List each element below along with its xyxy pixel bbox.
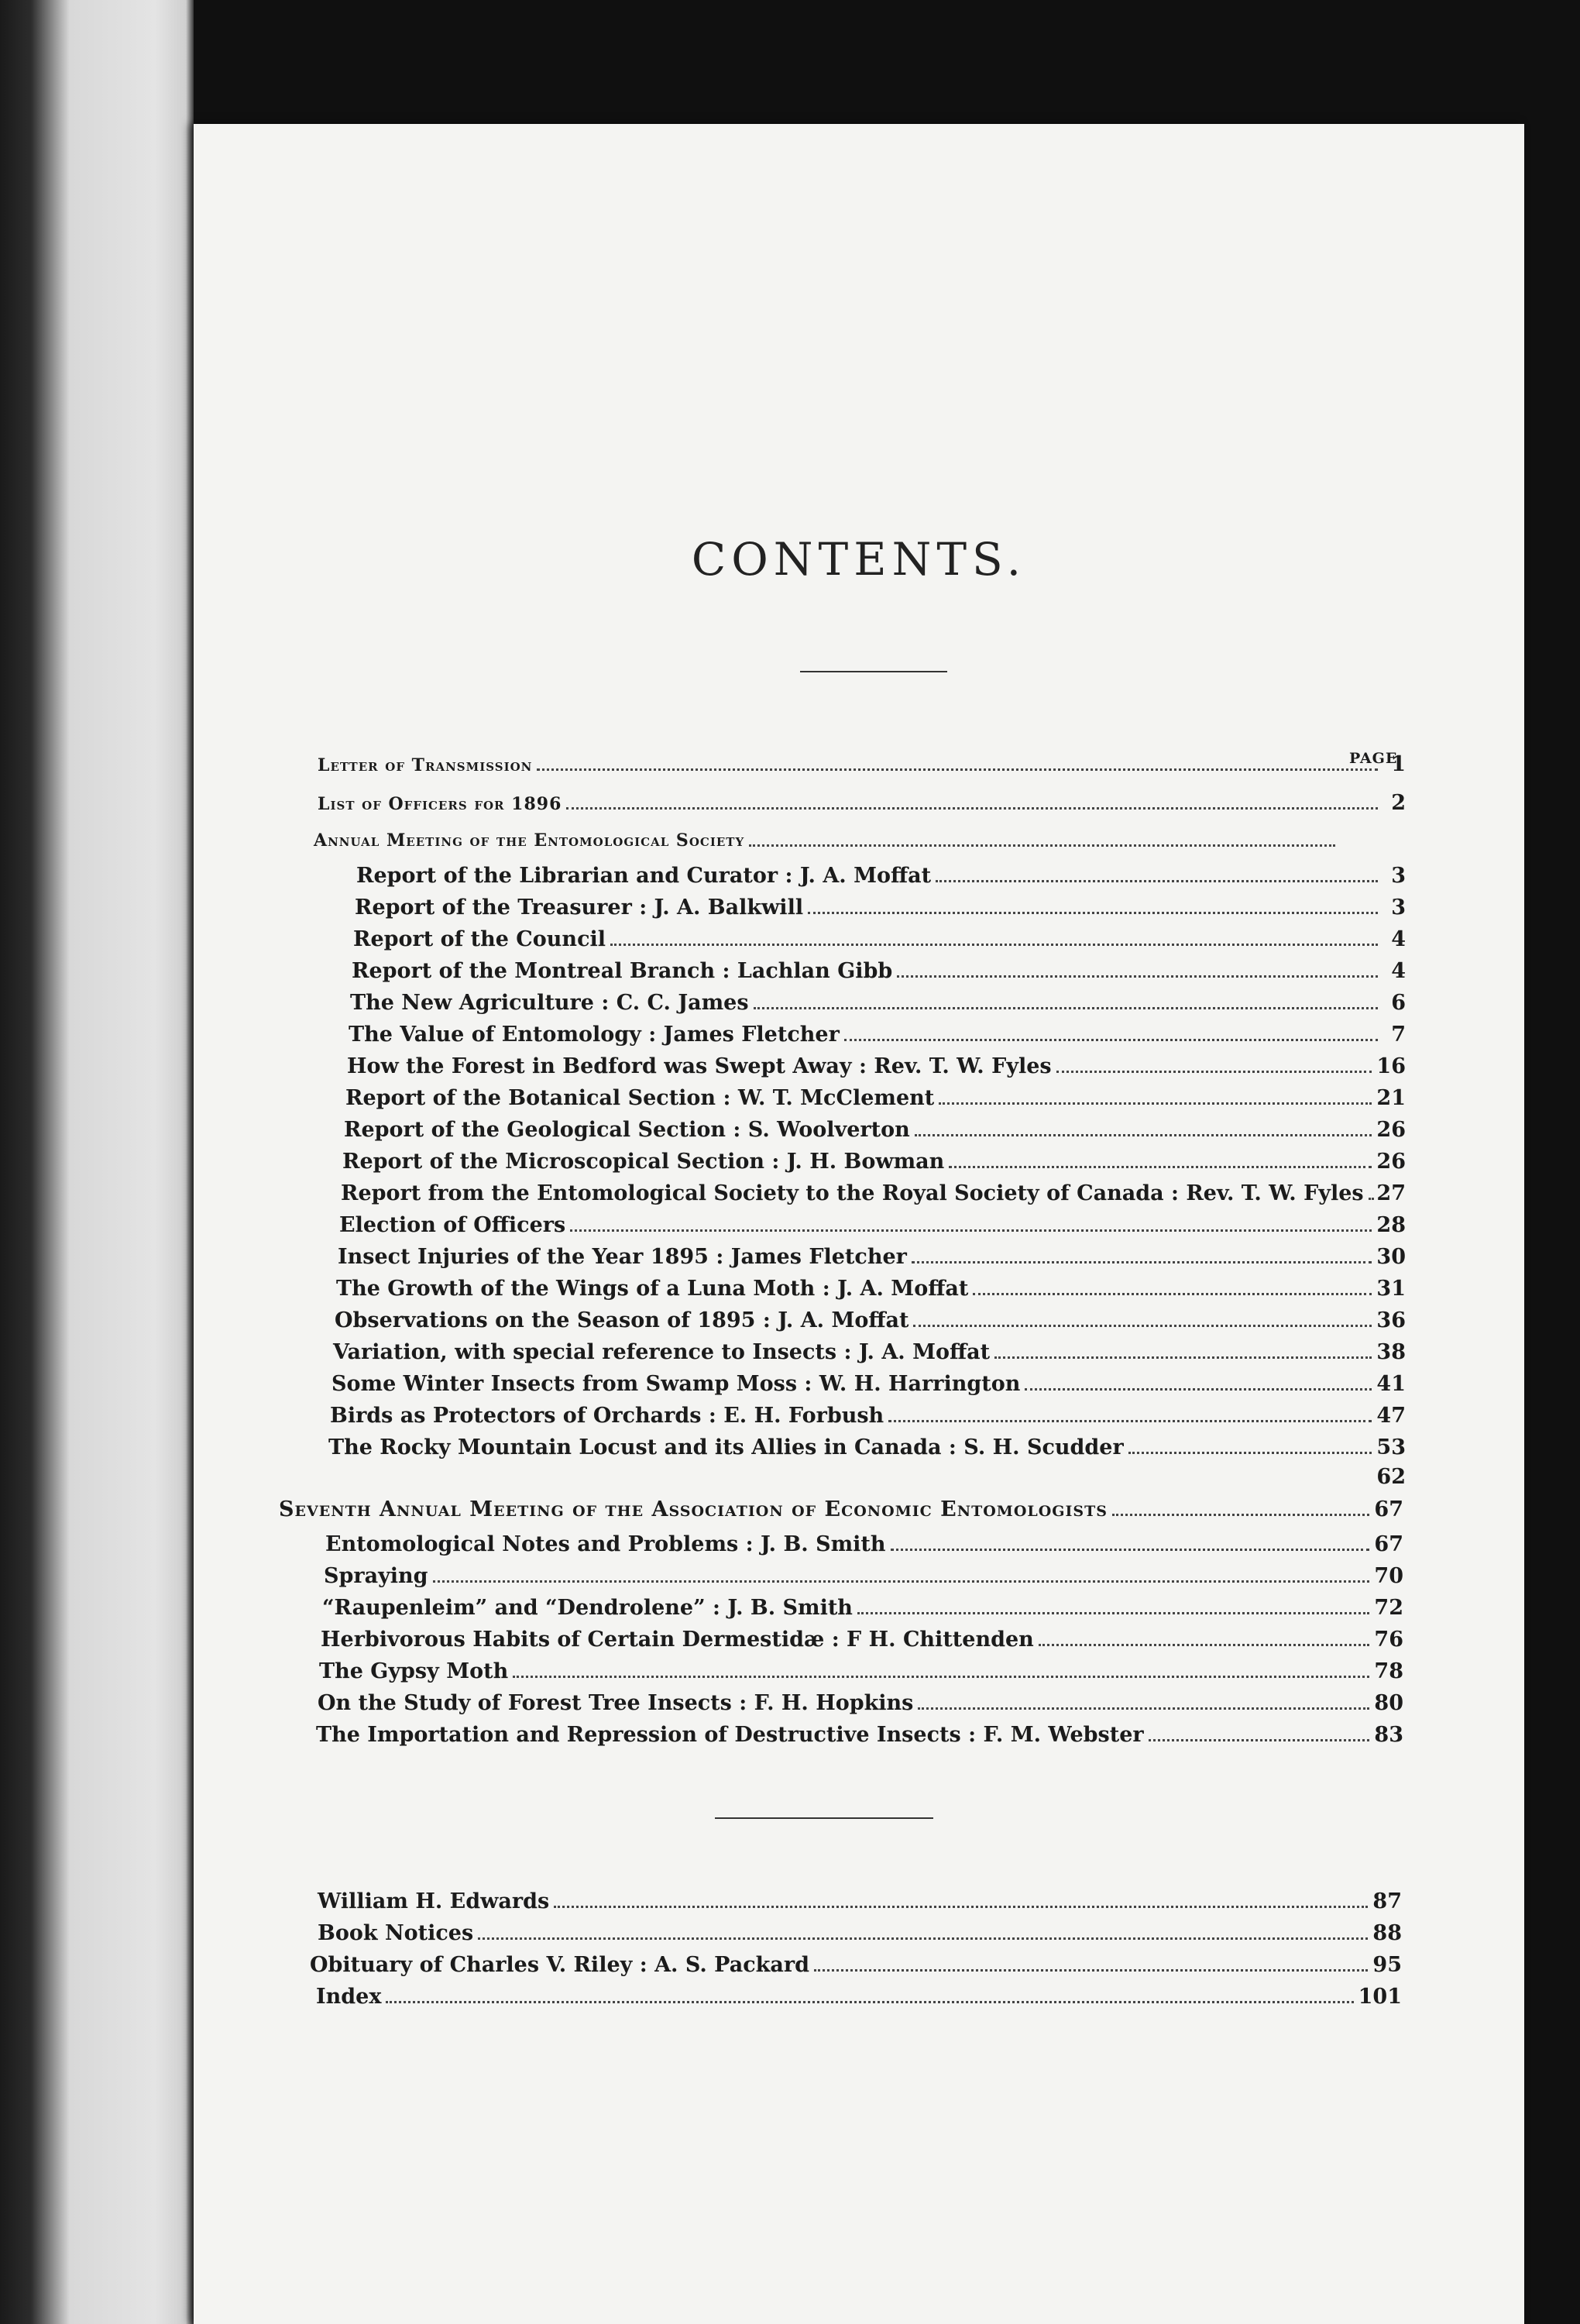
toc-page-number: 3 (1391, 864, 1406, 888)
toc-entry-title: Variation, with special reference to Insects : J. A. Moffat (333, 1340, 991, 1364)
toc-entry (347, 1052, 1406, 1081)
toc-entry (328, 1433, 1406, 1463)
toc-page-number: 41 (1376, 1372, 1406, 1396)
toc-entry-title: Herbivorous Habits of Certain Dermestidæ : F H. Chittenden (321, 1628, 1034, 1652)
toc-entry-title: The Importation and Repression of Destructive Insects : F. M. Webster (316, 1723, 1144, 1747)
toc-page-number: 76 (1374, 1628, 1403, 1652)
toc-page-number: 70 (1374, 1564, 1403, 1588)
toc-page-number: 62 (1376, 1465, 1406, 1489)
toc-leader-dots (1128, 1433, 1372, 1454)
page-column-label: PAGE (1349, 750, 1398, 767)
appendix-entry (316, 1982, 1402, 2012)
toc-entry-title: The Gypsy Moth (319, 1659, 509, 1683)
appendix-leader-dots (386, 1982, 1353, 2003)
toc-leader-dots (891, 1530, 1370, 1551)
contents-page (194, 124, 1524, 2324)
toc-entry-title: How the Forest in Bedford was Swept Away : Rev. T. W. Fyles (347, 1054, 1052, 1078)
toc-entry-title: The New Agriculture : C. C. James (350, 991, 749, 1015)
toc-page-number: 3 (1391, 896, 1406, 920)
toc-leader-dots (754, 988, 1378, 1009)
toc-page-number: 38 (1376, 1340, 1406, 1364)
toc-entry-title: Annual Meeting of the Entomological Society (314, 830, 745, 851)
toc-entry-title: Seventh Annual Meeting of the Association of Economic Entomologists (279, 1497, 1108, 1521)
toc-entry (356, 861, 1406, 891)
appendix-page-number: 95 (1372, 1953, 1402, 1977)
toc-leader-dots (749, 826, 1335, 847)
toc-entry-title: On the Study of Forest Tree Insects : F. H. Hopkins (318, 1691, 914, 1715)
toc-entry (331, 1370, 1406, 1399)
toc-page-number: 67 (1374, 1532, 1403, 1556)
toc-entry (325, 1530, 1403, 1559)
appendix-leader-dots (814, 1951, 1368, 1972)
toc-entry (344, 1116, 1406, 1145)
toc-entry (341, 1179, 1406, 1208)
toc-page-number: 6 (1391, 991, 1406, 1015)
toc-entry-title: List of Officers for 1896 (318, 794, 562, 814)
facing-page-edge (0, 0, 194, 2324)
toc-entry (335, 1306, 1406, 1336)
toc-page-number: 16 (1376, 1054, 1406, 1078)
toc-entry-title: The Value of Entomology : James Fletcher (349, 1023, 840, 1047)
toc-leader-dots (994, 1338, 1372, 1359)
toc-entry (333, 1338, 1406, 1367)
toc-leader-dots (949, 1147, 1372, 1168)
toc-entry (324, 1562, 1403, 1591)
toc-entry (328, 1463, 1406, 1492)
appendix-page-number: 101 (1358, 1985, 1402, 2009)
appendix-leader-dots (478, 1919, 1368, 1940)
toc-page-number: 7 (1391, 1023, 1406, 1047)
toc-entry (318, 750, 1406, 779)
toc-page-number: 36 (1376, 1308, 1406, 1332)
toc-page-number: 2 (1391, 791, 1406, 815)
section-rule (715, 1817, 933, 1819)
toc-page-number: 28 (1376, 1213, 1406, 1237)
toc-entry (279, 1495, 1403, 1525)
toc-entry-title: Report of the Council (353, 927, 606, 951)
toc-entry-title: Spraying (324, 1564, 428, 1588)
toc-entry (319, 1657, 1403, 1686)
title-rule (800, 671, 947, 672)
toc-leader-dots (610, 925, 1378, 946)
toc-entry (350, 988, 1406, 1018)
toc-leader-dots (513, 1657, 1369, 1678)
toc-leader-dots (537, 750, 1378, 771)
toc-page-number: 83 (1374, 1723, 1403, 1747)
toc-entry-title: Report of the Geological Section : S. Woolverton (344, 1118, 910, 1142)
appendix-entry (318, 1887, 1402, 1917)
toc-entry-title: Insect Injuries of the Year 1895 : James Fletcher (338, 1245, 907, 1269)
toc-page-number: 26 (1376, 1150, 1406, 1174)
toc-leader-dots (897, 957, 1378, 978)
toc-leader-dots (973, 1274, 1372, 1295)
toc-leader-dots (888, 1401, 1372, 1422)
toc-entry-title: Observations on the Season of 1895 : J. A. Moffat (335, 1308, 909, 1332)
toc-page-number: 21 (1376, 1086, 1406, 1110)
toc-entry (318, 1689, 1403, 1718)
toc-page-number: 1 (1391, 752, 1406, 776)
toc-leader-dots (566, 789, 1378, 810)
toc-leader-dots (1112, 1495, 1369, 1516)
toc-entry (349, 1020, 1406, 1050)
toc-page-number: 78 (1374, 1659, 1403, 1683)
toc-entry (321, 1625, 1403, 1655)
toc-leader-dots (936, 861, 1378, 882)
toc-entry (353, 925, 1406, 954)
toc-entry-title: Report of the Treasurer : J. A. Balkwill (355, 896, 804, 920)
toc-entry-title: Report of the Botanical Section : W. T. McClement (345, 1086, 935, 1110)
toc-entry-title: The Growth of the Wings of a Luna Moth : J. A. Moffat (336, 1277, 969, 1301)
toc-entry (318, 789, 1406, 818)
appendix-entry (318, 1919, 1402, 1948)
toc-entry (330, 1401, 1406, 1431)
toc-page-number: 72 (1374, 1596, 1403, 1620)
toc-leader-dots (1025, 1370, 1372, 1391)
toc-entry (355, 893, 1406, 923)
appendix-leader-dots (554, 1887, 1368, 1908)
toc-leader-dots (912, 1243, 1372, 1263)
toc-leader-dots (918, 1689, 1369, 1710)
toc-entry-title: Report of the Microscopical Section : J. H. Bowman (342, 1150, 945, 1174)
toc-leader-dots (939, 1084, 1372, 1105)
appendix-entry-title: William H. Edwards (318, 1889, 550, 1913)
toc-entry-title: The Rocky Mountain Locust and its Allies in Canada : S. H. Scudder (328, 1435, 1124, 1459)
toc-entry (322, 1593, 1403, 1623)
toc-page-number: 4 (1391, 927, 1406, 951)
toc-entry-title: Report of the Librarian and Curator : J. A. Moffat (356, 864, 932, 888)
toc-entry (314, 826, 1363, 855)
toc-leader-dots (913, 1306, 1372, 1327)
toc-entry-title: Entomological Notes and Problems : J. B. Smith (325, 1532, 886, 1556)
toc-leader-dots (844, 1020, 1378, 1041)
toc-page-number: 26 (1376, 1118, 1406, 1142)
page-title: CONTENTS. (691, 533, 1027, 586)
toc-leader-dots (915, 1116, 1372, 1136)
toc-entry (345, 1084, 1406, 1113)
toc-entry (339, 1211, 1406, 1240)
toc-entry (316, 1721, 1403, 1750)
toc-page-number: 80 (1374, 1691, 1403, 1715)
toc-entry-title: Some Winter Insects from Swamp Moss : W. H. Harrington (331, 1372, 1021, 1396)
toc-leader-dots (433, 1562, 1370, 1583)
toc-leader-dots (808, 893, 1378, 914)
toc-leader-dots (570, 1211, 1372, 1232)
appendix-entry-title: Index (316, 1985, 382, 2009)
toc-leader-dots (1149, 1721, 1370, 1741)
toc-page-number: 53 (1376, 1435, 1406, 1459)
appendix-entry-title: Obituary of Charles V. Riley : A. S. Packard (310, 1953, 809, 1977)
toc-entry-title: Report of the Montreal Branch : Lachlan Gibb (352, 959, 893, 983)
toc-page-number: 47 (1376, 1404, 1406, 1428)
toc-entry-title: Birds as Protectors of Orchards : E. H. Forbush (330, 1404, 884, 1428)
toc-entry (336, 1274, 1406, 1304)
appendix-entry-title: Book Notices (318, 1921, 474, 1945)
appendix-page-number: 88 (1372, 1921, 1402, 1945)
toc-entry (338, 1243, 1406, 1272)
toc-entry-title: Report from the Entomological Society to the Royal Society of Canada : Rev. T. W. Fyles (341, 1181, 1364, 1205)
toc-page-number: 27 (1376, 1181, 1406, 1205)
toc-page-number: 31 (1376, 1277, 1406, 1301)
toc-leader-dots (1039, 1625, 1370, 1646)
toc-leader-dots (1056, 1052, 1372, 1073)
toc-entry (352, 957, 1406, 986)
appendix-page-number: 87 (1372, 1889, 1402, 1913)
toc-page-number: 67 (1374, 1497, 1403, 1521)
toc-leader-dots (857, 1593, 1369, 1614)
toc-leader-dots (1369, 1179, 1372, 1200)
toc-page-number: 30 (1376, 1245, 1406, 1269)
toc-entry (342, 1147, 1406, 1177)
appendix-entry (310, 1951, 1402, 1980)
toc-page-number: 4 (1391, 959, 1406, 983)
toc-entry-title: Election of Officers (339, 1213, 566, 1237)
toc-entry-title: “Raupenleim” and “Dendrolene” : J. B. Smith (322, 1596, 853, 1620)
toc-entry-title: Letter of Transmission (318, 755, 533, 775)
